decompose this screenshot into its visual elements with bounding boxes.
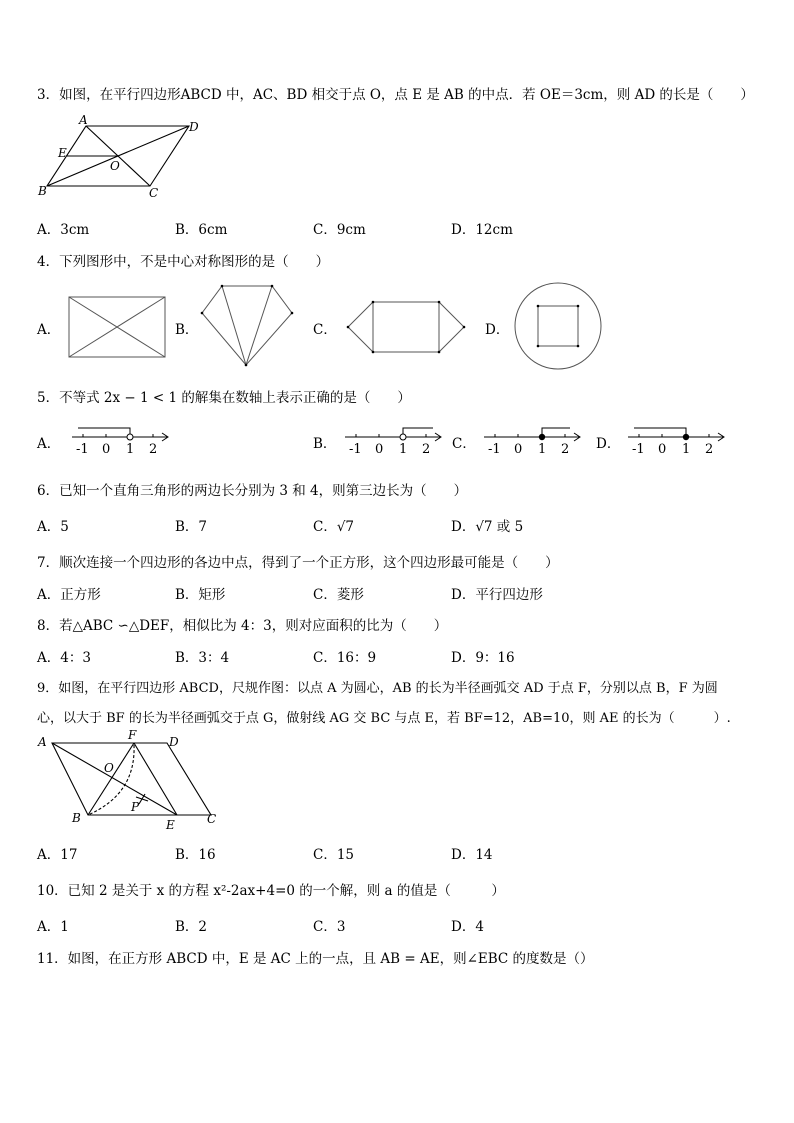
- q3-stem: 3．如图，在平行四边形ABCD 中，AC、BD 相交于点 O，点 E 是 AB 的中点．若 OE＝3cm，则 AD 的长是（ ）: [37, 87, 754, 103]
- q9-stem-line2: 心，以大于 BF 的长为半径画弧交于点 G，做射线 AG 交 BC 与点 E，若 BF=12，AB=10，则 AE 的长为（ ）.: [37, 711, 731, 726]
- q5-option-b[interactable]: B．: [313, 436, 337, 452]
- q8-option-a[interactable]: A．4：3: [37, 650, 91, 666]
- q10-option-c[interactable]: C．3: [313, 919, 346, 935]
- q5b-tick-2: 2: [422, 442, 431, 457]
- q10-stem: 10．已知 2 是关于 x 的方程 x²-2ax+4=0 的一个解，则 a 的值是（ ）: [37, 883, 505, 899]
- q5a-tick-neg1: -1: [76, 442, 89, 457]
- q5-number-line-a: [70, 425, 172, 459]
- q10-option-a[interactable]: A．1: [37, 919, 69, 935]
- q8-stem: 8．若△ABC ∽△DEF，相似比为 4：3，则对应面积的比为（ ）: [37, 618, 448, 634]
- q7-option-d[interactable]: D．平行四边形: [451, 587, 543, 603]
- q5c-tick-0: 0: [514, 442, 523, 457]
- q6-option-c[interactable]: C．√7: [313, 519, 355, 535]
- q3-option-c[interactable]: C．9cm: [313, 222, 366, 238]
- q7-stem: 7．顺次连接一个四边形的各边中点，得到了一个正方形，这个四边形最可能是（ ）: [37, 555, 559, 571]
- q5-option-d[interactable]: D．: [596, 436, 621, 452]
- q9-label-p: P: [131, 800, 140, 814]
- q6-stem: 6．已知一个直角三角形的两边长分别为 3 和 4，则第三边长为（ ）: [37, 483, 468, 499]
- q5-stem: 5．不等式 2x − 1 < 1 的解集在数轴上表示正确的是（ ）: [37, 390, 411, 406]
- q3-label-d: D: [189, 120, 199, 134]
- q5c-tick-neg1: -1: [488, 442, 501, 457]
- q3-label-b: B: [38, 184, 47, 198]
- q9-label-o: O: [104, 761, 114, 775]
- q5-number-line-b: [343, 425, 445, 459]
- q6-option-d[interactable]: D．√7 或 5: [451, 519, 524, 535]
- q9-option-a[interactable]: A．17: [37, 847, 78, 863]
- q9-option-b[interactable]: B．16: [175, 847, 216, 863]
- q7-option-a[interactable]: A．正方形: [37, 587, 101, 603]
- q9-option-d[interactable]: D．14: [451, 847, 493, 863]
- q5d-tick-2: 2: [705, 442, 714, 457]
- q9-parallelogram-figure: [36, 728, 226, 830]
- q5-number-line-d: [626, 425, 728, 459]
- q9-label-d: D: [169, 735, 179, 749]
- q9-label-a: A: [38, 735, 47, 749]
- q5a-tick-1: 1: [126, 442, 135, 457]
- q9-stem-line1: 9．如图，在平行四边形 ABCD，尺规作图：以点 A 为圆心，AB 的长为半径画弧交 AD 于点 F，分别以点 B，F 为圆: [37, 681, 718, 696]
- q7-option-c[interactable]: C．菱形: [313, 587, 364, 603]
- q3-parallelogram-figure: [36, 115, 206, 200]
- q9-label-f: F: [128, 728, 137, 742]
- q5b-tick-0: 0: [375, 442, 384, 457]
- q5a-tick-0: 0: [102, 442, 111, 457]
- q4-figure-c-hexagon: [347, 301, 465, 353]
- q5-option-a[interactable]: A．: [37, 436, 61, 452]
- q6-option-a[interactable]: A．5: [37, 519, 69, 535]
- q5-number-line-c: [482, 425, 584, 459]
- q8-option-b[interactable]: B．3：4: [175, 650, 230, 666]
- q4-figure-b-fan: [201, 285, 294, 367]
- q5a-tick-2: 2: [149, 442, 158, 457]
- q3-option-a[interactable]: A．3cm: [37, 222, 90, 238]
- q5d-tick-1: 1: [682, 442, 691, 457]
- q3-option-d[interactable]: D．12cm: [451, 222, 513, 238]
- q4-stem: 4．下列图形中，不是中心对称图形的是（ ）: [37, 254, 330, 270]
- q5b-tick-1: 1: [399, 442, 408, 457]
- q5d-tick-0: 0: [658, 442, 667, 457]
- q3-label-o: O: [110, 159, 120, 173]
- q3-label-c: C: [149, 186, 159, 200]
- q5c-tick-2: 2: [561, 442, 570, 457]
- q8-option-c[interactable]: C．16：9: [313, 650, 377, 666]
- q4-figure-d-circle-square: [514, 282, 602, 370]
- q3-option-b[interactable]: B．6cm: [175, 222, 228, 238]
- q3-label-a: A: [79, 113, 88, 127]
- q11-stem: 11．如图，在正方形 ABCD 中，E 是 AC 上的一点，且 AB = AE，则∠EBC 的度数是（）: [37, 951, 594, 967]
- q4-option-a[interactable]: A．: [37, 322, 61, 338]
- q5-option-c[interactable]: C．: [452, 436, 476, 452]
- q4-option-c[interactable]: C．: [313, 322, 337, 338]
- q9-label-c: C: [207, 812, 217, 826]
- q8-option-d[interactable]: D．9：16: [451, 650, 515, 666]
- q6-option-b[interactable]: B．7: [175, 519, 208, 535]
- q5d-tick-neg1: -1: [632, 442, 645, 457]
- q10-option-d[interactable]: D．4: [451, 919, 484, 935]
- q5c-tick-1: 1: [538, 442, 547, 457]
- q4-figure-a-rectangle-diagonals: [68, 296, 166, 358]
- q9-label-b: B: [72, 811, 81, 825]
- q10-option-b[interactable]: B．2: [175, 919, 208, 935]
- q4-option-d[interactable]: D．: [485, 322, 510, 338]
- q4-option-b[interactable]: B．: [175, 322, 199, 338]
- q3-label-e: E: [58, 146, 67, 160]
- q9-label-e: E: [166, 818, 175, 832]
- q5b-tick-neg1: -1: [349, 442, 362, 457]
- q9-option-c[interactable]: C．15: [313, 847, 355, 863]
- q7-option-b[interactable]: B．矩形: [175, 587, 226, 603]
